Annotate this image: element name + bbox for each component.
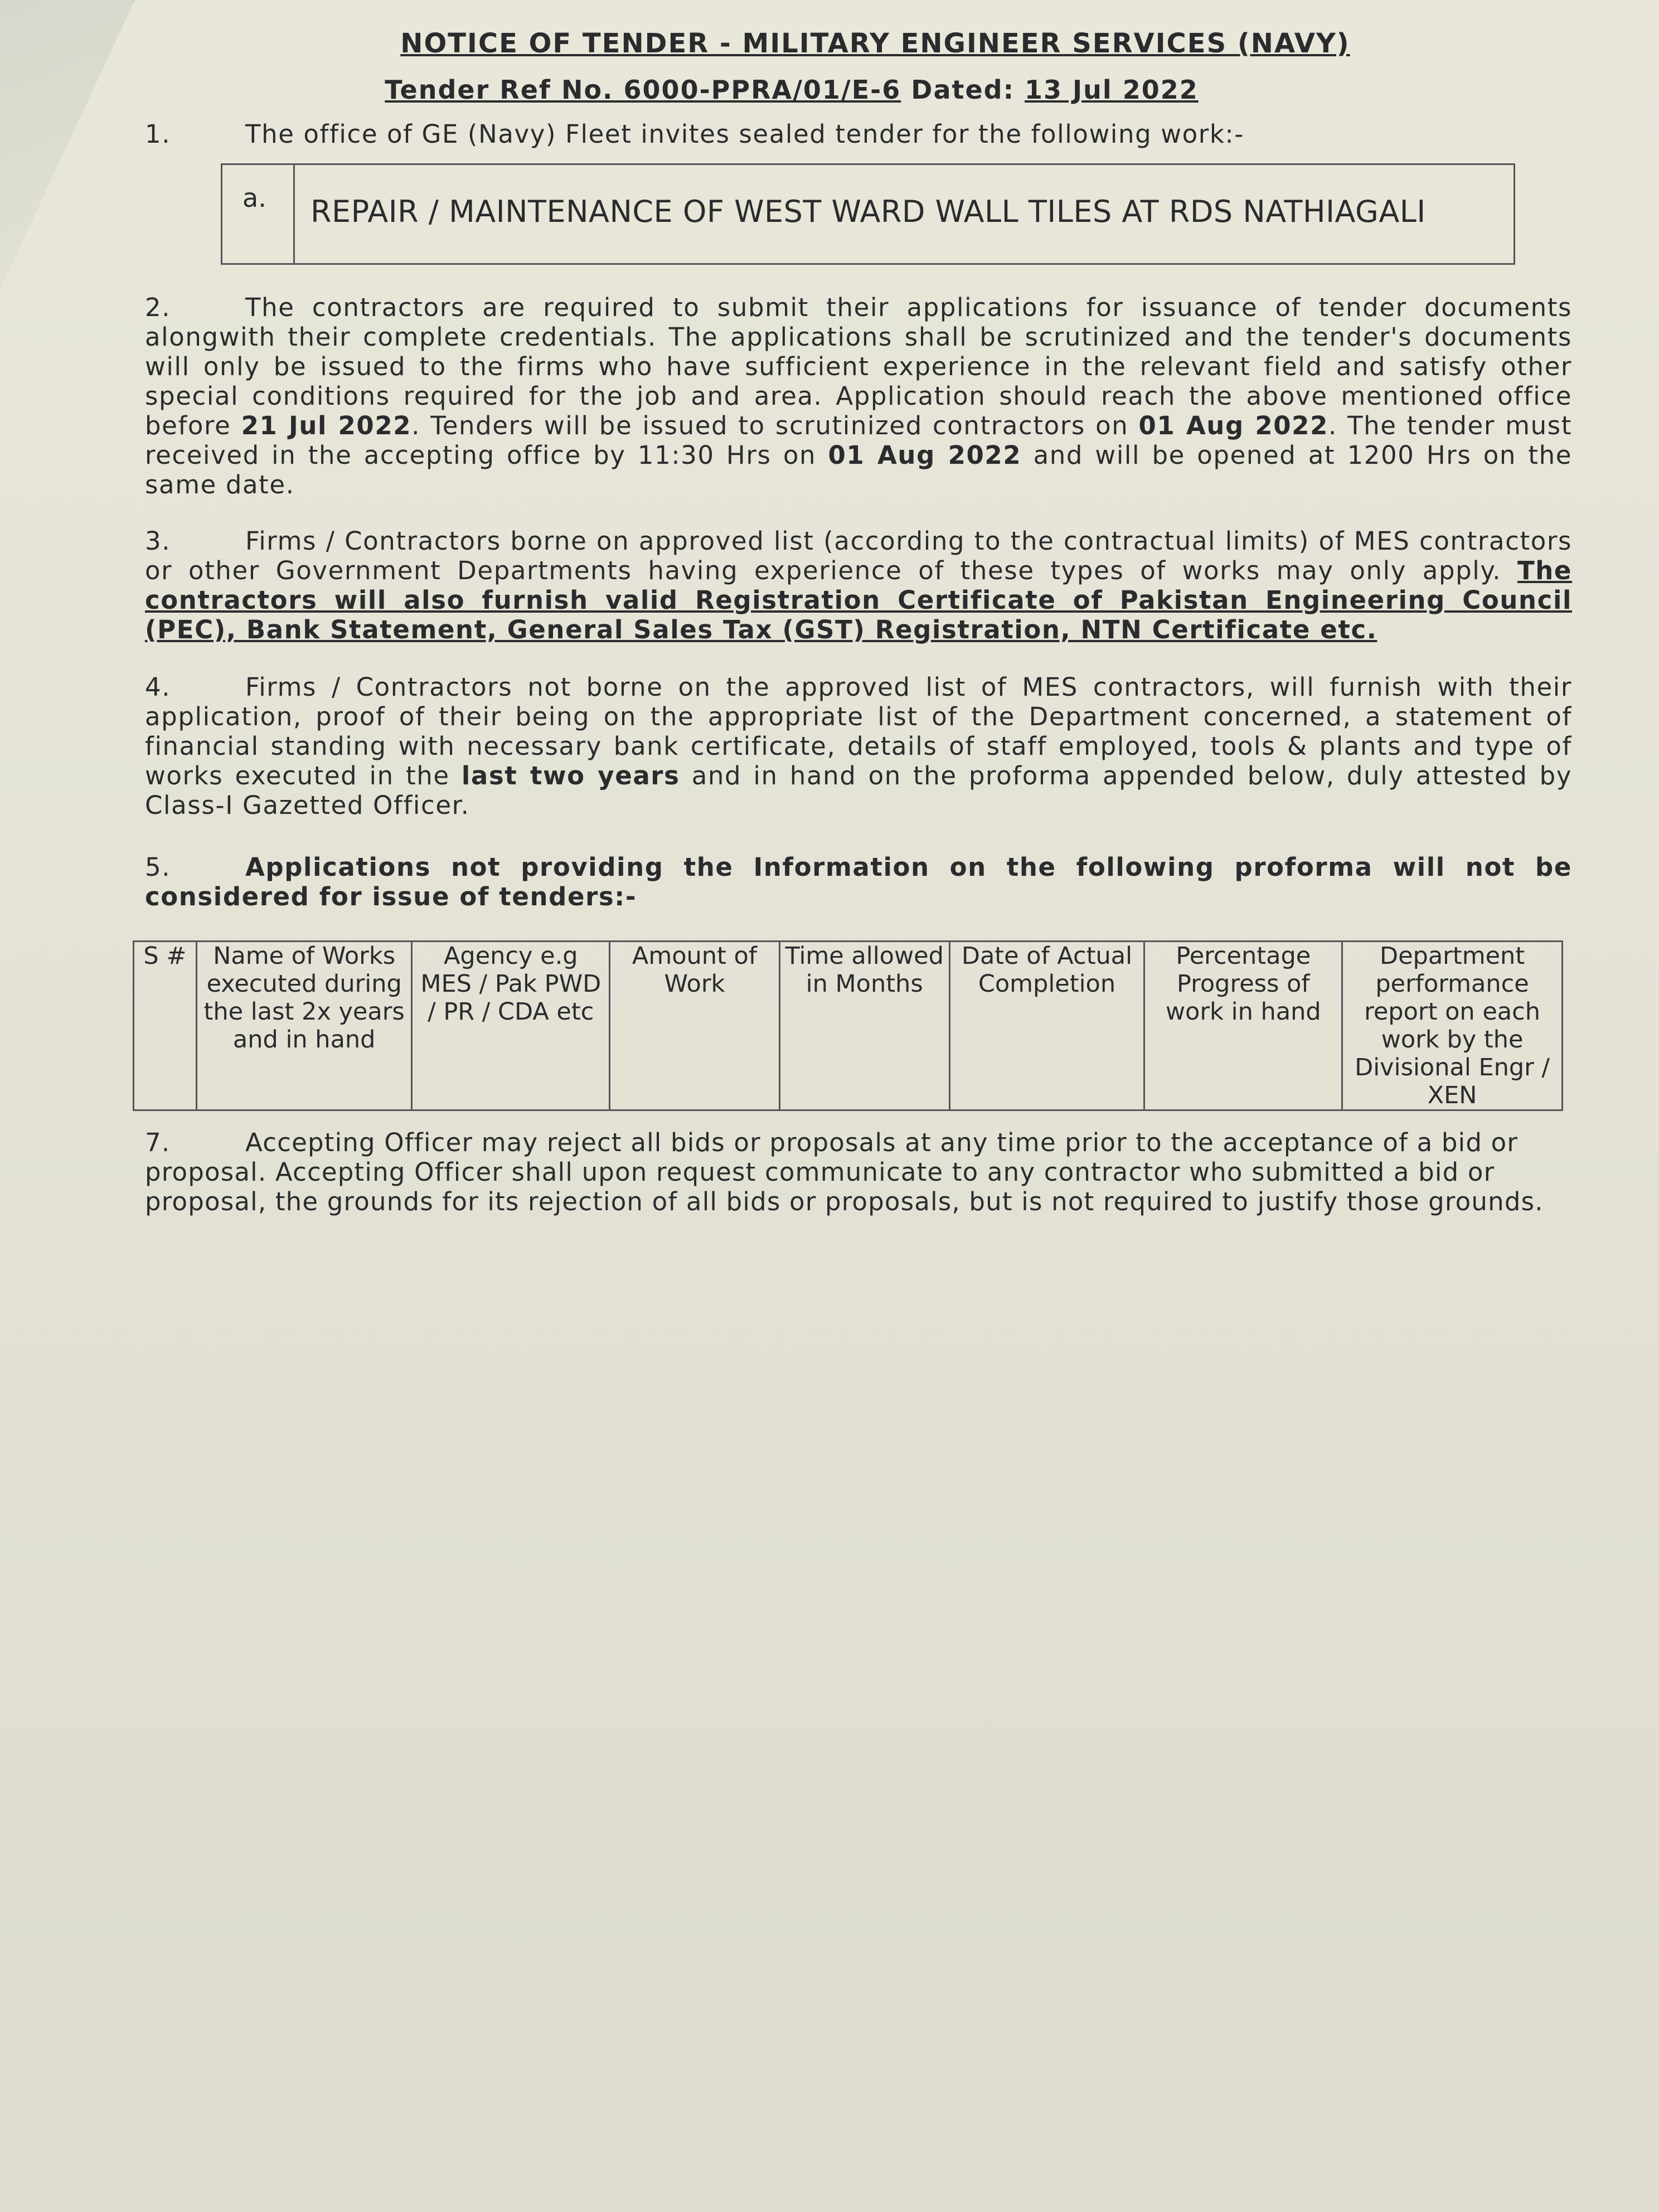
para-text: . The tender must received in the accepting office by 11:30 Hrs on: [145, 411, 1572, 470]
work-item-table: [221, 163, 1515, 265]
column-header: Name of Works executed during the last 2x years and in hand: [196, 942, 412, 1110]
tender-reference: [145, 75, 1572, 105]
para-text: and in hand on the proforma appended below, duly attested by Class-I Gazetted Officer.: [145, 761, 1573, 820]
para-text: . Tenders will be issued to scrutinized contractors on: [411, 411, 1129, 440]
column-header: S #: [134, 942, 197, 1110]
paragraph-5: [145, 852, 1572, 911]
para-number: 3.: [145, 526, 171, 556]
paragraph-7: [145, 1128, 1572, 1216]
paragraph-1: [145, 119, 1572, 149]
proforma-table: [133, 940, 1563, 1111]
column-header: Department performance report on each work by the Divisional Engr / XEN: [1342, 942, 1563, 1110]
column-header: Amount of Work: [610, 942, 780, 1110]
para-number: 5.: [145, 852, 171, 882]
paragraph-2: [145, 293, 1572, 499]
para-number: 4.: [145, 672, 171, 702]
para-text: Firms / Contractors not borne on the approved list of MES contractors, will furnish with their application, proof of their being on the appropriate list of the Department concerned, a statement of financial standing with necessary bank certificate, details of staff employed, tools & plants and type of works executed in the: [145, 672, 1572, 790]
paragraph-4: [145, 672, 1572, 820]
table-row: [134, 942, 1563, 1110]
dated-label: Dated:: [911, 75, 1015, 105]
dated-value: 13 Jul 2022: [1025, 75, 1199, 105]
para-text: Firms / Contractors borne on approved list (according to the contractual limits) of MES contractors or other Government Departments having experience of these types of works may only apply.: [145, 526, 1572, 585]
column-header: Percentage Progress of work in hand: [1144, 942, 1342, 1110]
para-text: The office of GE (Navy) Fleet invites sealed tender for the following work:-: [245, 119, 1245, 149]
column-header: Agency e.g MES / Pak PWD / PR / CDA etc: [412, 942, 610, 1110]
tender-ref-number: Tender Ref No. 6000-PPRA/01/E-6: [385, 75, 901, 105]
work-item-label: a.: [222, 165, 295, 263]
para-text: Accepting Officer may reject all bids or proposals at any time prior to the acceptance of a bid or proposal. Accepting Officer shall upon request communicate to any contractor who submitted a bid or proposal, the grounds for its rejection of all bids or proposals, but is not required to justify those grounds.: [145, 1128, 1544, 1216]
para-number: 1.: [145, 119, 171, 149]
para-text: and will be opened at 1200 Hrs on the same date.: [145, 440, 1573, 499]
para-emphasis: last two years: [461, 761, 680, 790]
para-text: The contractors are required to submit their applications for issuance of tender documents alongwith their complete credentials. The applications shall be scrutinized and the tender's documents will only be issued to the firms who have sufficient experience in the relevant field and satisfy other special conditions required for the job and area. Application should reach the above mentioned office before: [145, 293, 1572, 440]
notice-title: NOTICE OF TENDER - MILITARY ENGINEER SERVICES (NAVY): [400, 28, 1350, 59]
submission-date: 01 Aug 2022: [828, 440, 1022, 470]
paragraph-3: [145, 526, 1572, 644]
issue-date: 01 Aug 2022: [1138, 411, 1328, 440]
registration-requirement: The contractors will also furnish valid Registration Certificate of Pakistan Engineering Council (PEC), Bank Statement, General Sales Tax (GST) Registration, NTN Certificate etc.: [145, 556, 1572, 644]
column-header: Date of Actual Completion: [949, 942, 1144, 1110]
para-text: Applications not providing the Information on the following proforma will not be considered for issue of tenders:-: [145, 852, 1572, 911]
work-item-text: REPAIR / MAINTENANCE OF WEST WARD WALL TILES AT RDS NATHIAGALI: [311, 194, 1426, 229]
deadline-date: 21 Jul 2022: [241, 411, 412, 440]
column-header: Time allowed in Months: [779, 942, 949, 1110]
para-number: 7.: [145, 1128, 171, 1157]
para-number: 2.: [145, 293, 171, 322]
tender-notice: [145, 22, 1572, 1216]
